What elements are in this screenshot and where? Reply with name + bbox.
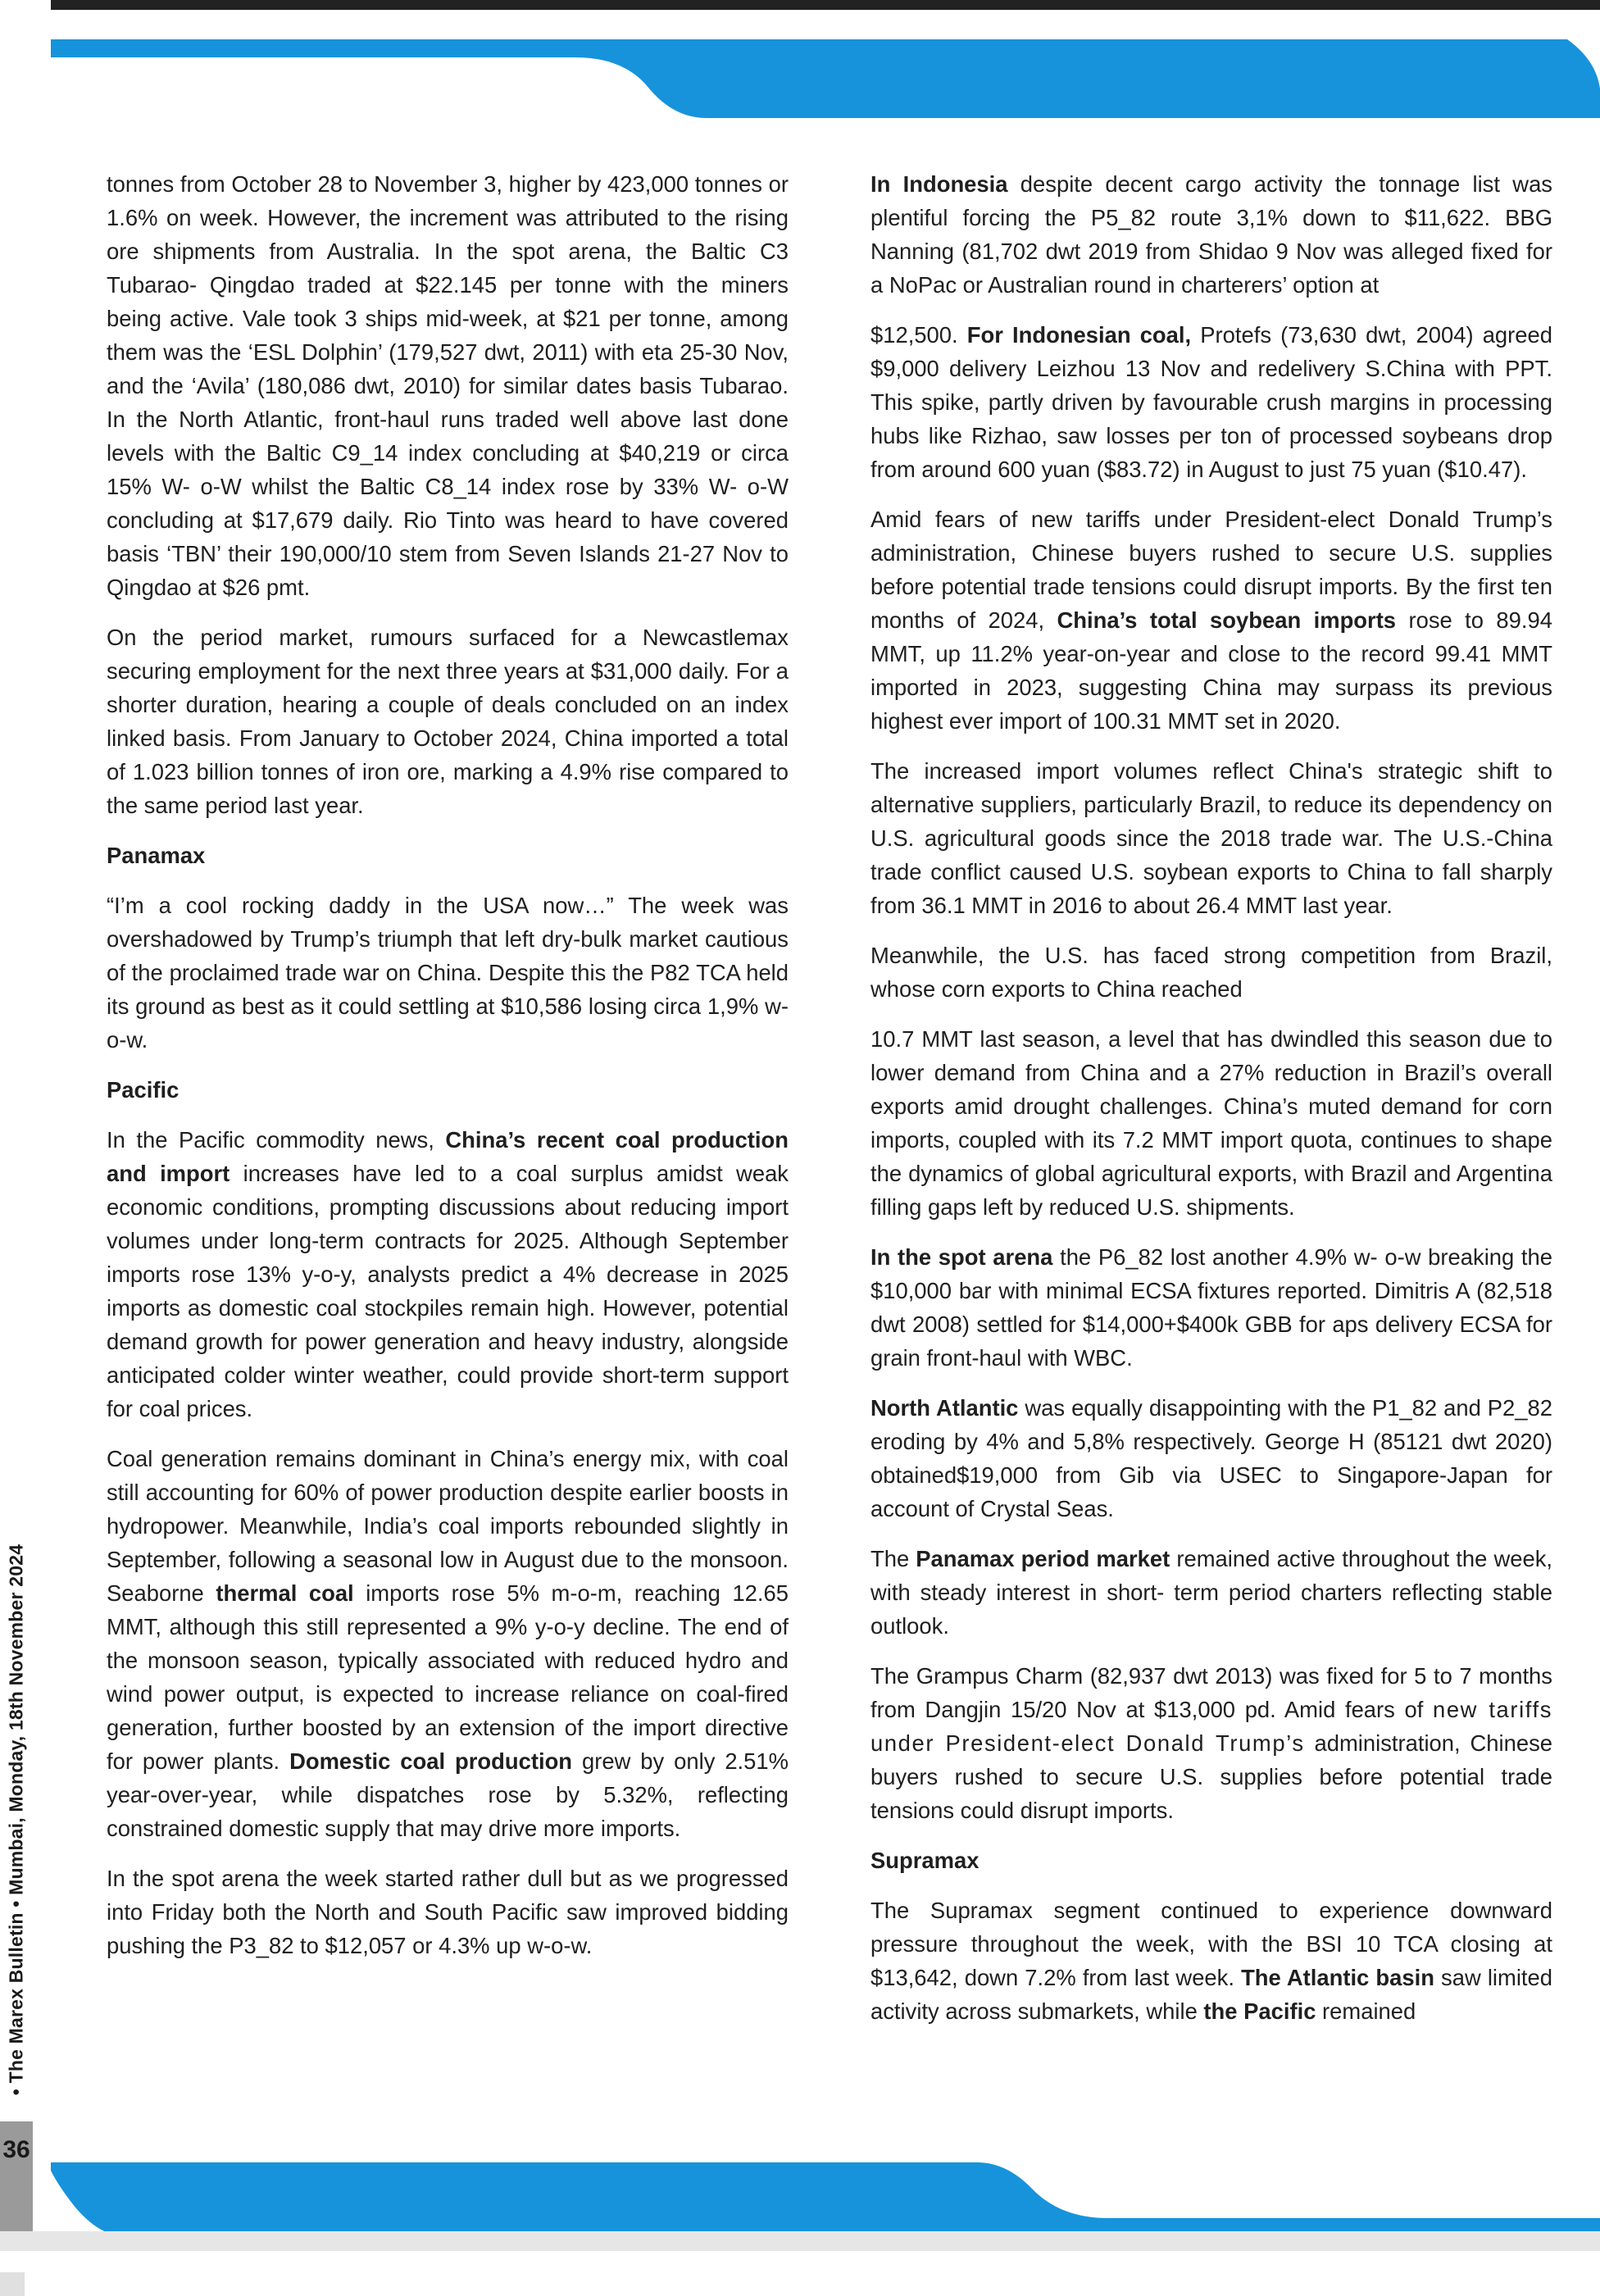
footer-strip — [0, 2231, 1600, 2251]
paragraph: The Panamax period market remained active throughout the week, with steady interest in short- term period charters reflecting stable outlook. — [870, 1546, 1552, 1639]
paragraph: Meanwhile, the U.S. has faced strong competition from Brazil, whose corn exports to China reached — [870, 943, 1552, 1002]
header-wave-band — [51, 39, 1600, 118]
paragraph: In the Pacific commodity news, China’s recent coal production and import increases have led to a coal surplus amidst weak economic conditions, prompting discussions about reducing import volumes under long-term contracts for 2025. Although September imports rose 13% y-o-y, analysts predict a 4% decrease in 2025 imports as domestic coal stockpiles remain high. However, potential demand growth for power generation and heavy industry, alongside anticipated colder winter weather, could provide short-term support for coal prices. — [107, 1127, 789, 1421]
paragraph: tonnes from October 28 to November 3, higher by 423,000 tonnes or 1.6% on week. However, the increment was attributed to the rising ore shipments from Australia. In the spot arena, the Baltic C3 Tubarao- Qingdao traded at $22.145 per tonne with the miners being active. Vale took 3 ships mid-week, at $21 per tonne, among them was the ‘ESL Dolphin’ (179,527 dwt, 2011) with eta 25-30 Nov, and the ‘Avila’ (180,086 dwt, 2010) for similar dates basis Tubarao. In the North Atlantic, front-haul runs traded well above last done levels with the Baltic C9_14 index concluding at $40,219 or circa 15% W- o-W whilst the Baltic C8_14 index rose by 33% W- o-W concluding at $17,679 daily. Rio Tinto was heard to have covered basis ‘TBN’ their 190,000/10 stem from Seven Islands 21-27 Nov to Qingdao at $26 pmt. — [107, 171, 789, 600]
page-number: 36 — [0, 2121, 33, 2233]
section-heading-supramax: Supramax — [870, 1848, 980, 1873]
paragraph: 10.7 MMT last season, a level that has dwindled this season due to lower demand from China and a 27% reduction in Brazil’s overall exports amid drought challenges. China’s muted demand for corn imports, coupled with its 7.2 MMT import quota, continues to shape the dynamics of global agricultural exports, with Brazil and Argentina filling gaps left by reduced U.S. shipments. — [870, 1026, 1552, 1220]
paragraph: In the spot arena the P6_82 lost another 4.9% w- o-w breaking the $10,000 bar with minimal ECSA fixtures reported. Dimitris A (82,518 dwt 2008) settled for $14,000+$400k GBB for aps delivery ECSA for grain front-haul with WBC. — [870, 1244, 1553, 1371]
paragraph: North Atlantic was equally disappointing with the P1_82 and P2_82 eroding by 4% and 5,8% respectively. George H (85121 dwt 2020) obtained$19,000 from Gib via USEC to Singapore-Japan for account of Crystal Seas. — [870, 1395, 1552, 1521]
right-column — [870, 167, 1552, 2044]
paragraph: “I’m a cool rocking daddy in the USA now…” The week was overshadowed by Trump’s triumph that left dry-bulk market cautious of the proclaimed trade war on China. Despite this the P82 TCA held its ground as best as it could settling at $10,586 losing circa 1,9% w-o-w. — [107, 893, 789, 1053]
paragraph: On the period market, rumours surfaced for a Newcastlemax securing employment for the next three years at $31,000 daily. For a shorter duration, hearing a couple of deals concluded on an index linked basis. From January to October 2024, China imported a total of 1.023 billion tonnes of iron ore, marking a 4.9% rise compared to the same period last year. — [107, 625, 789, 818]
paragraph: Coal generation remains dominant in China’s energy mix, with coal still accounting for 60% of power production despite earlier boosts in hydropower. Meanwhile, India’s coal imports rebounded slightly in September, following a seasonal low in August due to the monsoon. Seaborne thermal coal imports rose 5% m-o-m, reaching 12.65 MMT, although this still represented a 9% y-o-y decline. The end of the monsoon season, typically associated with reduced hydro and wind power output, is expected to increase reliance on coal-fired generation, further boosted by an extension of the import directive for power plants. Domestic coal production grew by only 2.51% year-over-year, while dispatches rose by 5.32%, reflecting constrained domestic supply that may drive more imports. — [107, 1446, 789, 1841]
paragraph: The increased import volumes reflect China's strategic shift to alternative suppliers, particularly Brazil, to reduce its dependency on U.S. agricultural goods since the 2018 trade war. The U.S.-China trade conflict caused U.S. soybean exports to China to fall sharply from 36.1 MMT in 2016 to about 26.4 MMT last year. — [870, 758, 1552, 918]
footer-wave-band — [51, 2162, 1600, 2236]
header-rule — [51, 0, 1600, 10]
paragraph: Amid fears of new tariffs under President-elect Donald Trump’s administration, Chinese buyers rushed to secure U.S. supplies before potential trade tensions could disrupt imports. By the first ten months of 2024, China’s total soybean imports rose to 89.94 MMT, up 11.2% year-on-year and close to the record 99.41 MMT imported in 2023, suggesting China may surpass its previous highest ever import of 100.31 MMT set in 2020. — [870, 507, 1552, 734]
paragraph: In the spot arena the week started rather dull but as we progressed into Friday both the North and South Pacific saw improved bidding pushing the P3_82 to $12,057 or 4.3% up w-o-w. — [107, 1866, 789, 1958]
paragraph: The Supramax segment continued to experience downward pressure throughout the week, with the BSI 10 TCA closing at $13,642, down 7.2% from last week. The Atlantic basin saw limited activity across submarkets, while the Pacific remained — [870, 1898, 1552, 2024]
section-heading-pacific: Pacific — [107, 1077, 180, 1103]
footer-corner — [0, 2272, 25, 2296]
paragraph: The Grampus Charm (82,937 dwt 2013) was fixed for 5 to 7 months from Dangjin 15/20 Nov at $13,000 pd. Amid fears of new tariffs under President-elect Donald Trump’s administration, Chinese buyers rushed to secure U.S. supplies before potential trade tensions could disrupt imports. — [870, 1663, 1552, 1823]
running-head: • The Marex Bulletin • Mumbai, Monday, 18th November 2024 — [5, 1544, 27, 2096]
section-heading-panamax: Panamax — [107, 843, 206, 868]
left-column — [107, 167, 789, 1979]
paragraph: In Indonesia despite decent cargo activity the tonnage list was plentiful forcing the P5_82 route 3,1% down to $11,622. BBG Nanning (81,702 dwt 2019 from Shidao 9 Nov was alleged fixed for a NoPac or Australian round in charterers’ option at — [870, 171, 1552, 298]
paragraph: $12,500. For Indonesian coal, Protefs (73,630 dwt, 2004) agreed $9,000 delivery Leizhou 13 Nov and redelivery S.China with PPT. This spike, partly driven by favourable crush margins in processing hubs like Rizhao, saw losses per ton of processed soybeans drop from around 600 yuan ($83.72) in August to just 75 yuan ($10.47). — [870, 322, 1552, 482]
